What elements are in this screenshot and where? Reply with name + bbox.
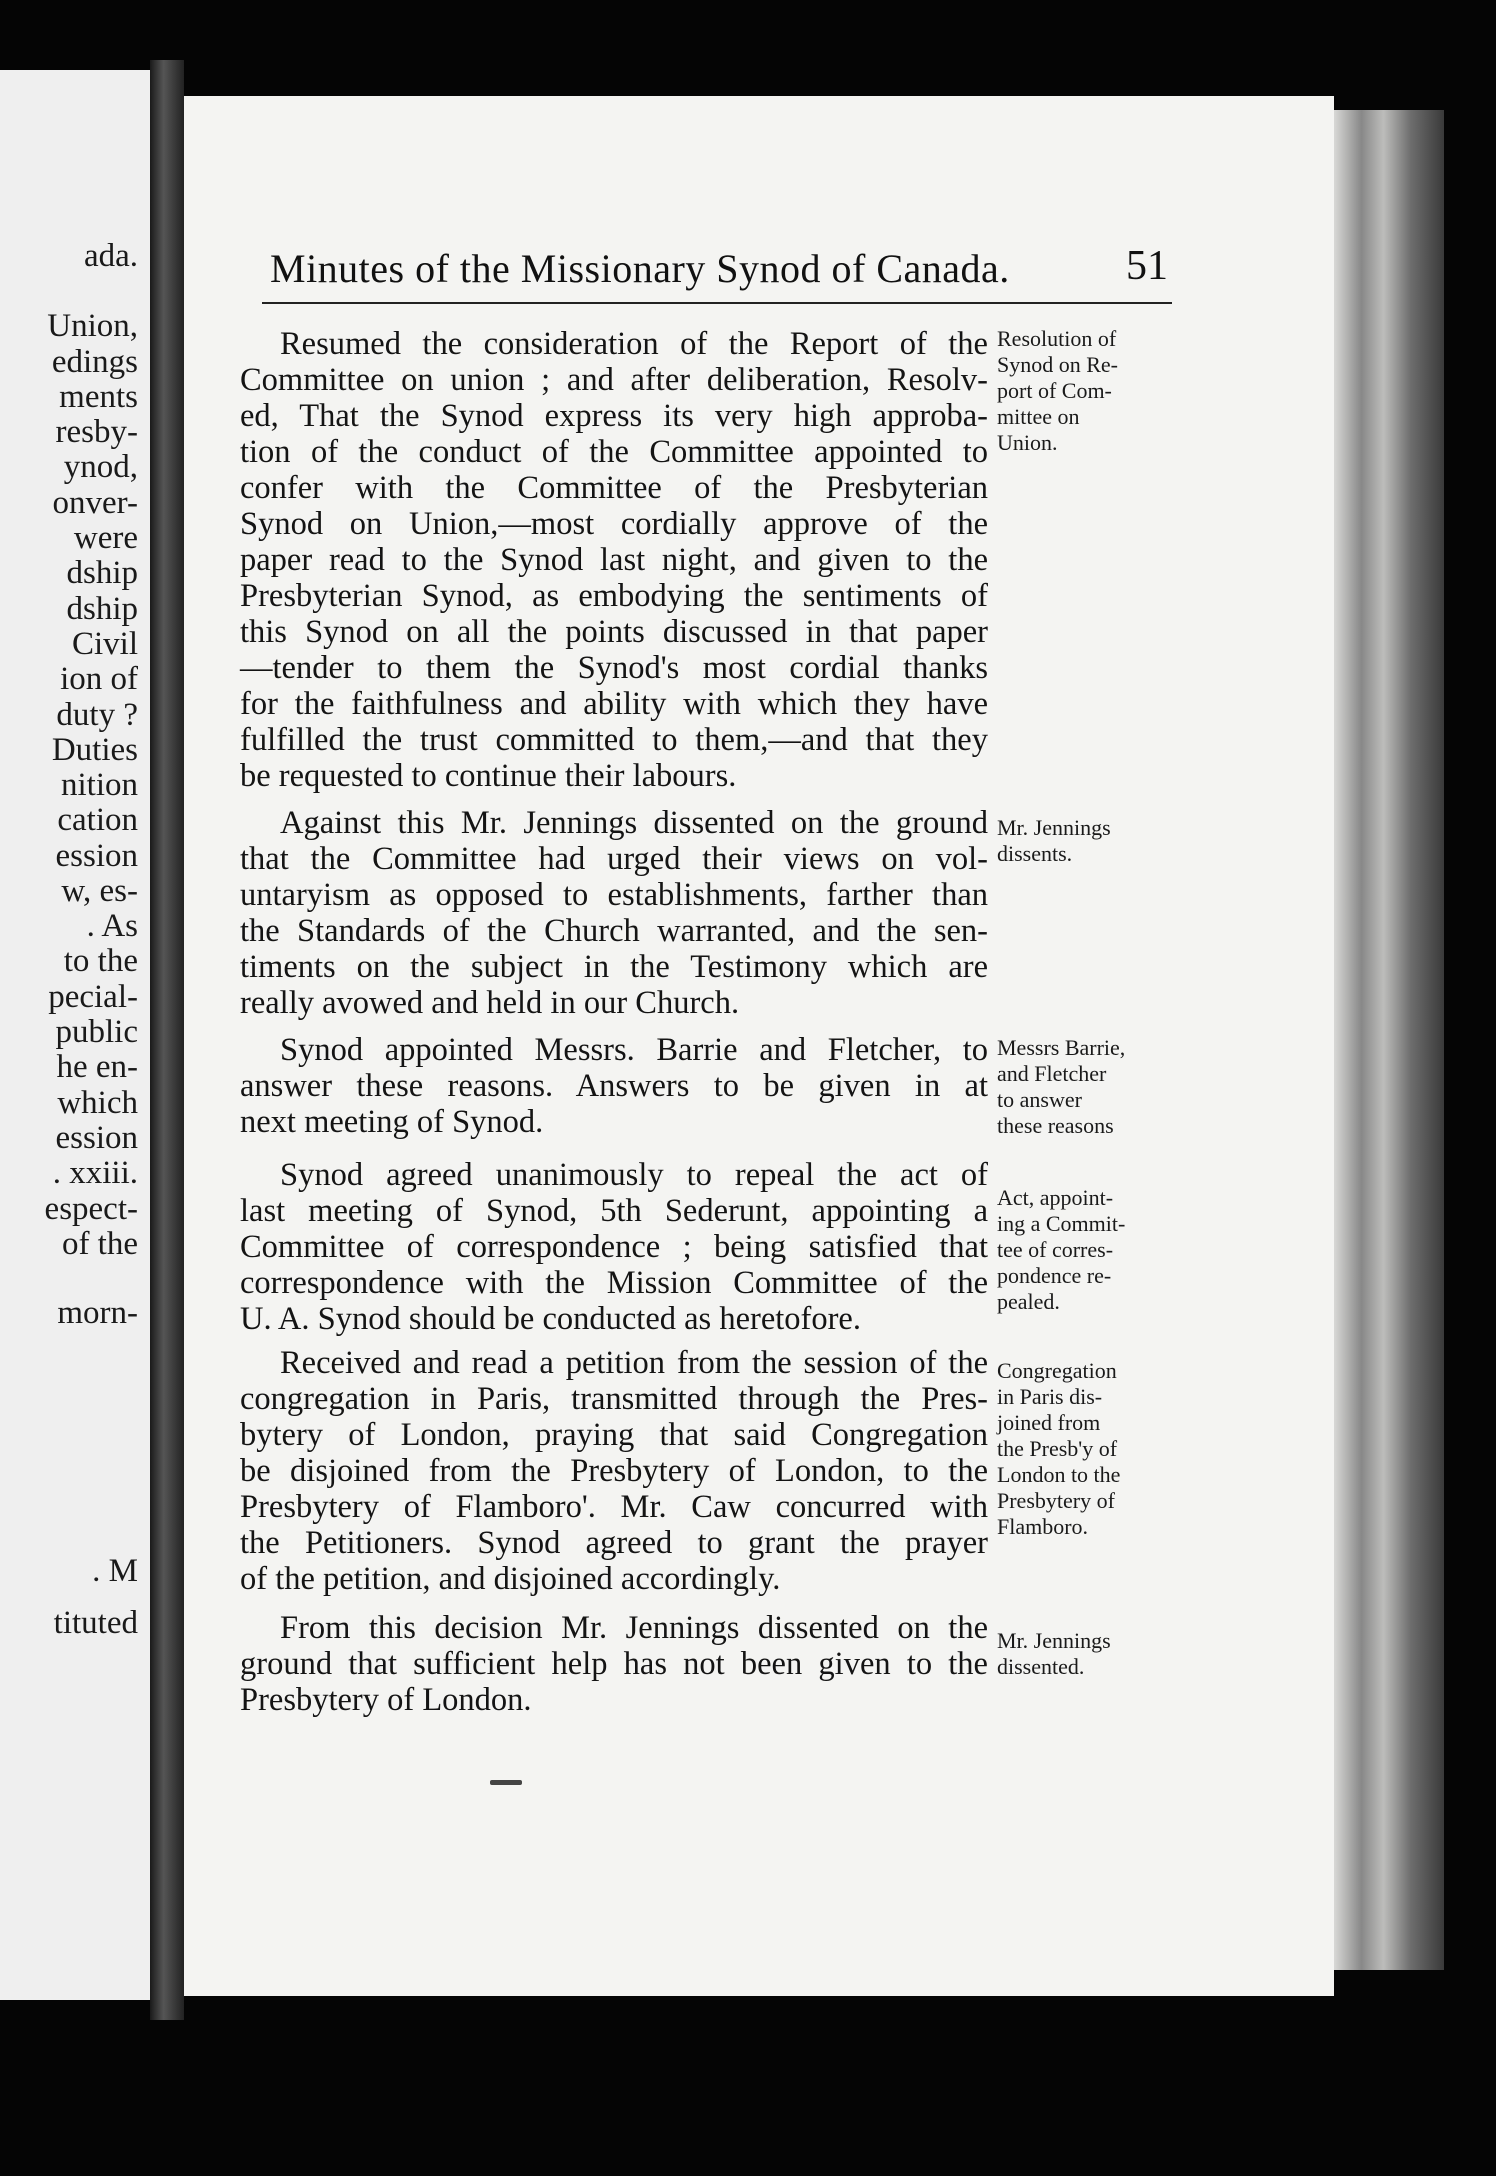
left-page-fragment: Civil	[71, 626, 138, 662]
text-line: be requested to continue their labours.	[240, 758, 737, 794]
left-page-fragment: . As	[86, 908, 138, 944]
text-line: the Petitioners. Synod agreed to grant the prayer	[240, 1525, 988, 1561]
left-page-fragment: of the	[61, 1226, 138, 1262]
text-line: next meeting of Synod.	[240, 1104, 544, 1140]
margin-note-line: Mr. Jennings	[997, 1628, 1111, 1653]
text-line: of the petition, and disjoined accordingly.	[240, 1561, 781, 1597]
left-page-fragment: ments	[59, 379, 138, 415]
margin-note-line: dissents.	[997, 841, 1073, 866]
paragraph	[240, 1610, 988, 1718]
text-line: Synod agreed unanimously to repeal the act of	[280, 1157, 988, 1193]
margin-note-line: Mr. Jennings	[997, 815, 1111, 840]
left-page-fragment: ession	[55, 838, 138, 874]
margin-note-line: ing a Commit-	[997, 1211, 1126, 1236]
text-line: be disjoined from the Presbytery of London, to the	[240, 1453, 988, 1489]
text-line: confer with the Committee of the Presbyterian	[240, 470, 988, 506]
left-page-fragment: Duties	[51, 732, 138, 768]
text-line: last meeting of Synod, 5th Sederunt, appointing a	[240, 1193, 988, 1229]
margin-note-line: Flamboro.	[997, 1514, 1089, 1539]
margin-note-line: dissented.	[997, 1654, 1085, 1679]
left-page-fragment: espect-	[44, 1191, 138, 1227]
text-line: Committee of correspondence ; being satisfied that	[240, 1229, 988, 1265]
text-line: the Standards of the Church warranted, and the sen-	[240, 913, 988, 949]
text-line: correspondence with the Mission Committee of the	[240, 1265, 988, 1301]
margin-note-line: Act, appoint-	[997, 1185, 1114, 1210]
margin-note	[997, 1358, 1167, 1540]
left-page-fragment: ession	[55, 1120, 138, 1156]
text-line: —tender to them the Synod's most cordial thanks	[240, 650, 988, 686]
text-line: U. A. Synod should be conducted as heretofore.	[240, 1301, 861, 1337]
text-line: really avowed and held in our Church.	[240, 985, 740, 1021]
text-line: Received and read a petition from the session of the	[280, 1345, 988, 1381]
margin-note-line: in Paris dis-	[997, 1384, 1103, 1409]
left-page-fragment: ada.	[83, 238, 138, 274]
text-line: congregation in Paris, transmitted through the Pres-	[240, 1381, 988, 1417]
left-page-edge	[0, 70, 153, 2000]
margin-note-line: and Fletcher	[997, 1061, 1107, 1086]
paragraph	[240, 805, 988, 1021]
text-line: answer these reasons. Answers to be given in at	[240, 1068, 988, 1104]
text-line: timents on the subject in the Testimony which are	[240, 949, 988, 985]
text-line: From this decision Mr. Jennings dissented on the	[280, 1610, 988, 1646]
margin-note-line: these reasons	[997, 1113, 1114, 1138]
left-page-fragment: were	[73, 520, 138, 556]
margin-note-line: tee of corres-	[997, 1237, 1114, 1262]
text-line: Presbyterian Synod, as embodying the sentiments of	[240, 578, 988, 614]
page-number: 51	[1126, 243, 1168, 289]
text-line: bytery of London, praying that said Congregation	[240, 1417, 988, 1453]
text-line: Presbytery of London.	[240, 1682, 532, 1718]
text-line: Committee on union ; and after deliberation, Resolv-	[240, 362, 988, 398]
left-page-fragment: cation	[57, 802, 138, 838]
margin-note-line: the Presb'y of	[997, 1436, 1118, 1461]
margin-note-line: Union.	[997, 430, 1058, 455]
ink-mark	[490, 1780, 522, 1785]
paragraph	[240, 1032, 988, 1140]
text-line: tion of the conduct of the Committee appointed to	[240, 434, 988, 470]
left-page-fragment: duty ?	[56, 697, 138, 733]
margin-note-line: Presbytery of	[997, 1488, 1115, 1513]
book-spine	[150, 60, 184, 2020]
text-line: Synod on Union,—most cordially approve of the	[240, 506, 988, 542]
margin-note-line: London to the	[997, 1462, 1121, 1487]
margin-note-line: to answer	[997, 1087, 1082, 1112]
left-page-fragment: edings	[51, 344, 138, 380]
left-page-fragment: dship	[66, 555, 138, 591]
text-line: Resumed the consideration of the Report of the	[280, 326, 988, 362]
text-line: this Synod on all the points discussed in that paper	[240, 614, 988, 650]
page-edges	[1334, 110, 1444, 1970]
text-line: fulfilled the trust committed to them,—and that they	[240, 722, 988, 758]
left-page-fragment: tituted	[53, 1605, 138, 1641]
running-head: Minutes of the Missionary Synod of Canada.	[270, 246, 1010, 291]
text-line: untaryism as opposed to establishments, farther than	[240, 877, 988, 913]
margin-note	[997, 1035, 1167, 1139]
margin-note	[997, 326, 1167, 456]
text-line: ed, That the Synod express its very high approba-	[240, 398, 988, 434]
margin-note	[997, 1185, 1167, 1315]
margin-note-line: Synod on Re-	[997, 352, 1118, 377]
text-line: paper read to the Synod last night, and given to the	[240, 542, 988, 578]
margin-note-line: Congregation	[997, 1358, 1117, 1383]
paragraph	[240, 1157, 988, 1337]
left-page-fragment: dship	[66, 591, 138, 627]
text-line: Presbytery of Flamboro'. Mr. Caw concurred with	[240, 1489, 988, 1525]
text-line: that the Committee had urged their views on vol-	[240, 841, 988, 877]
header-rule	[262, 302, 1172, 304]
left-page-fragment: nition	[60, 767, 138, 803]
left-page-fragment: resby-	[55, 414, 138, 450]
left-page-fragment: Union,	[47, 308, 138, 344]
left-page-fragment: onver-	[52, 485, 138, 521]
margin-note	[997, 1628, 1167, 1680]
text-line: ground that sufficient help has not been given to the	[240, 1646, 988, 1682]
margin-note-line: Resolution of	[997, 326, 1117, 351]
left-page-fragment: morn-	[57, 1295, 138, 1331]
margin-note-line: port of Com-	[997, 378, 1112, 403]
left-page-fragment: to the	[63, 943, 138, 979]
margin-note-line: Messrs Barrie,	[997, 1035, 1126, 1060]
left-page-fragment: ion of	[60, 661, 138, 697]
left-page-fragment: . xxiii.	[52, 1155, 138, 1191]
text-line: for the faithfulness and ability with which they have	[240, 686, 988, 722]
left-page-fragment: which	[57, 1085, 138, 1121]
margin-note-line: pondence re-	[997, 1263, 1112, 1288]
paragraph	[240, 1345, 988, 1597]
paragraph	[240, 326, 988, 794]
margin-note-line: mittee on	[997, 404, 1080, 429]
text-line: Synod appointed Messrs. Barrie and Fletcher, to	[280, 1032, 988, 1068]
margin-note-line: joined from	[997, 1410, 1101, 1435]
left-page-fragment: . M	[92, 1553, 138, 1589]
left-page-fragment: ynod,	[63, 449, 138, 485]
left-page-fragment: pecial-	[48, 979, 138, 1015]
text-line: Against this Mr. Jennings dissented on the ground	[280, 805, 988, 841]
left-page-fragment: he en-	[56, 1049, 138, 1085]
left-page-fragment: w, es-	[61, 873, 138, 909]
margin-note	[997, 815, 1167, 867]
margin-note-line: pealed.	[997, 1289, 1060, 1314]
left-page-fragment: public	[55, 1014, 138, 1050]
